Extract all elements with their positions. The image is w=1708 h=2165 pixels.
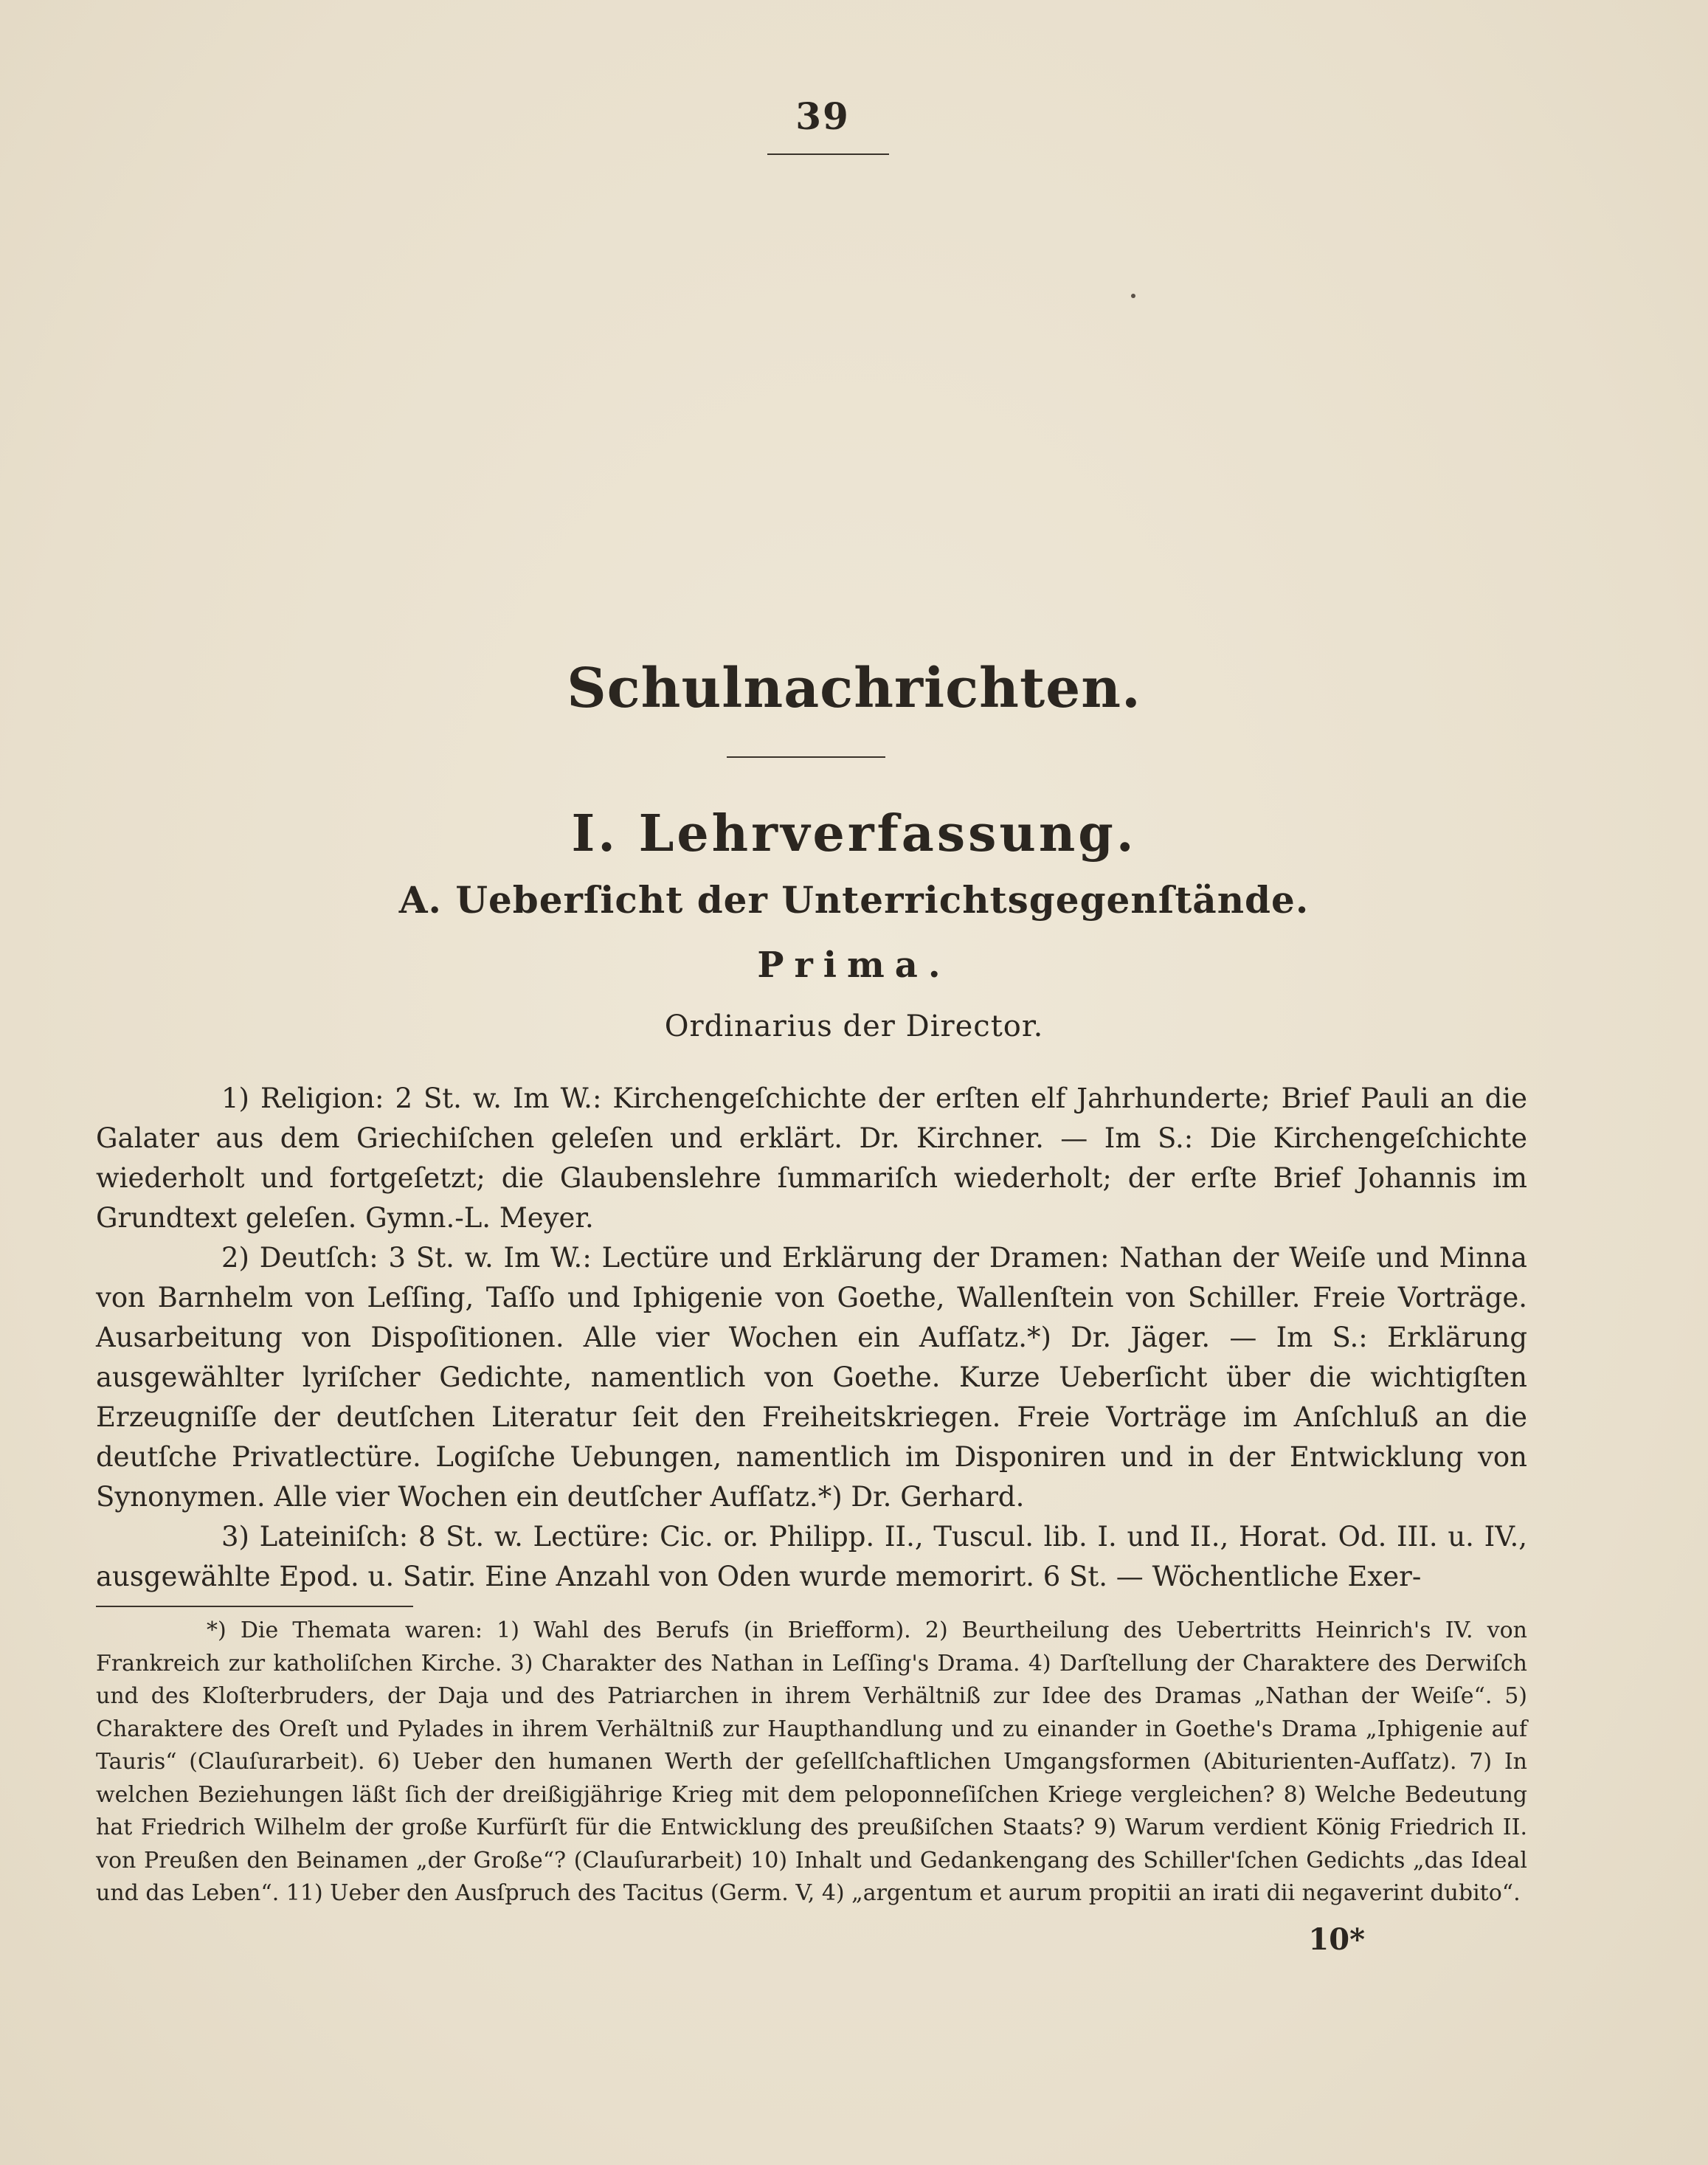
page-number-rule <box>767 153 889 155</box>
class-teacher: Ordinarius der Director. <box>664 1009 1044 1043</box>
heading-rule <box>727 756 885 758</box>
speck-mark <box>1131 294 1135 298</box>
paragraph-lateinisch: 3) Lateiniſch: 8 St. w. Lectüre: Cic. or. Philipp. II., Tuscul. lib. I. und II., Horat. Od. III. u. IV., ausgewählte Epod. u. Satir. Eine Anzahl von Oden wurde memorirt. 6 St. — Wöchentliche Exer- <box>96 1521 1527 1592</box>
main-heading: Schulnachrichten. <box>567 657 1141 720</box>
class-name: Prima. <box>757 945 951 986</box>
paragraph-religion: 1) Religion: 2 St. w. Im W.: Kirchengeſchichte der erſten elf Jahrhunderte; Brief Pauli an die Galater aus dem Griechiſchen geleſen und erklärt. Dr. Kirchner. — Im S.: Die Kirchengeſchichte wiederholt und fortgeſetzt; die Glaubenslehre ſummariſch wiederholt; der erſte Brief Johannis im Grundtext geleſen. Gymn.-L. Meyer. <box>96 1082 1527 1234</box>
paragraph-deutsch: 2) Deutſch: 3 St. w. Im W.: Lectüre und Erklärung der Dramen: Nathan der Weiſe und Minna von Barnhelm von Leſſing, Taſſo und Iphigenie von Goethe, Wallenſtein von Schiller. Freie Vorträge. Ausarbeitung von Dispoſitionen. Alle vier Wochen ein Aufſatz.*) Dr. Jäger. — Im S.: Erklärung ausgewählter lyriſcher Gedichte, namentlich von Goethe. Kurze Ueberſicht über die wichtigſten Erzeugniſſe der deutſchen Literatur ſeit den Freiheitskriegen. Freie Vorträge im Anſchluß an die deutſche Privatlectüre. Logiſche Uebungen, namentlich im Disponiren und in der Entwicklung von Synonymen. Alle vier Wochen ein deutſcher Aufſatz.*) Dr. Gerhard. <box>96 1242 1527 1513</box>
footnote-rule <box>96 1606 413 1607</box>
section-title: I. Lehrverfassung. <box>571 804 1137 863</box>
subsection-title: A. Ueberſicht der Unterrichtsgegenſtände. <box>398 878 1310 922</box>
footnote: *) Die Themata waren: 1) Wahl des Berufs (in Briefform). 2) Beurtheilung des Uebertritts Heinrich's IV. von Frankreich zur katholiſchen Kirche. 3) Charakter des Nathan in Leſſing's Drama. 4) Darſtellung der Charaktere des Derwiſch und des Kloſterbruders, der Daja und des Patriarchen in ihrem Verhältniß zur Idee des Dramas „Nathan der Weiſe“. 5) Charaktere des Oreſt und Pylades in ihrem Verhältniß zur Haupthandlung und zu einander in Goethe's Drama „Iphigenie auf Tauris“ (Clauſurarbeit). 6) Ueber den humanen Werth der geſellſchaftlichen Umgangsformen (Abiturienten-Aufſatz). 7) In welchen Beziehungen läßt ſich der dreißigjährige Krieg mit dem peloponneſiſchen Kriege vergleichen? 8) Welche Bedeutung hat Friedrich Wilhelm der große Kurfürſt für die Entwicklung des preußiſchen Staats? 9) Warum verdient König Friedrich II. von Preußen den Beinamen „der Große“? (Clauſurarbeit) 10) Inhalt und Gedankengang des Schiller'ſchen Gedichts „das Ideal und das Leben“. 11) Ueber den Ausſpruch des Tacitus (Germ. V, 4) „argentum et aurum propitii an irati dii negaverint dubito“. <box>96 1617 1527 1906</box>
page-number: 39 <box>795 94 850 138</box>
signature-mark: 10* <box>1308 1922 1365 1957</box>
